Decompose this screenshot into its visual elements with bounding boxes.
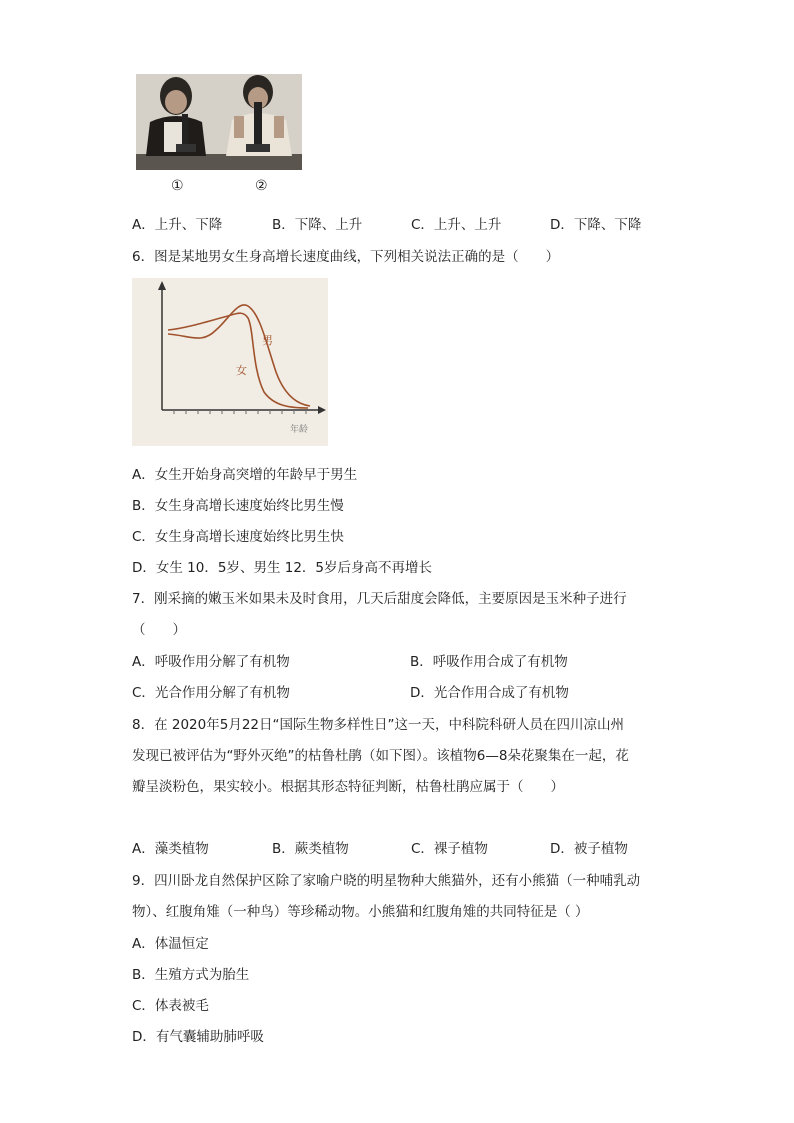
q7-option-a[interactable]: A．呼吸作用分解了有机物 — [132, 654, 290, 670]
q6-option-d[interactable]: D．女生 10．5岁、男生 12．5岁后身高不再增长 — [132, 560, 433, 576]
q9-option-a[interactable]: A．体温恒定 — [132, 936, 209, 952]
q5-option-a[interactable]: A．上升、下降 — [132, 217, 223, 233]
photo-label-2: ② — [255, 178, 268, 194]
q9-stem-line1: 9．四川卧龙自然保护区除了家喻户晓的明星物种大熊猫外，还有小熊猫（一种哺乳动 — [132, 873, 641, 889]
q9-option-d[interactable]: D．有气囊辅助肺呼吸 — [132, 1029, 264, 1045]
q7-stem-line1: 7．刚采摘的嫩玉米如果未及时食用，几天后甜度会降低，主要原因是玉米种子进行 — [132, 591, 627, 607]
male-curve — [168, 305, 310, 406]
height-growth-chart — [132, 278, 328, 446]
q7-option-c[interactable]: C．光合作用分解了有机物 — [132, 685, 290, 701]
y-axis-arrow — [158, 281, 166, 290]
q6-option-c[interactable]: C．女生身高增长速度始终比男生快 — [132, 529, 344, 545]
q9-option-c[interactable]: C．体表被毛 — [132, 998, 209, 1014]
q8-option-d[interactable]: D．被子植物 — [550, 841, 628, 857]
height-growth-chart-svg — [132, 278, 328, 446]
q8-option-b[interactable]: B．蕨类植物 — [272, 841, 349, 857]
q5-option-b[interactable]: B．下降、上升 — [272, 217, 363, 233]
q8-option-a[interactable]: A．藻类植物 — [132, 841, 209, 857]
photo-label-1: ① — [171, 178, 184, 194]
microscope-students-illustration — [136, 74, 302, 170]
q8-stem-line1: 8．在 2020年5月22日“国际生物多样性日”这一天，中科院科研人员在四川凉山州 — [132, 717, 624, 733]
male-label: 男 — [262, 334, 273, 347]
q5-option-c[interactable]: C．上升、上升 — [411, 217, 502, 233]
q5-option-d[interactable]: D．下降、下降 — [550, 217, 642, 233]
q9-option-b[interactable]: B．生殖方式为胎生 — [132, 967, 250, 983]
female-label: 女 — [236, 364, 247, 377]
q6-option-b[interactable]: B．女生身高增长速度始终比男生慢 — [132, 498, 344, 514]
q6-stem: 6．图是某地男女生身高增长速度曲线，下列相关说法正确的是（ ） — [132, 249, 560, 265]
q8-stem-line3: 瓣呈淡粉色，果实较小。根据其形态特征判断，枯鲁杜鹃应属于（ ） — [132, 779, 564, 795]
q8-stem-line2: 发现已被评估为“野外灭绝”的枯鲁杜鹃（如下图）。该植物6—8朵花聚集在一起，花 — [132, 748, 629, 764]
x-axis-arrow — [318, 406, 326, 414]
q7-stem-line2: （ ） — [132, 622, 186, 638]
q9-stem-line2: 物）、红腹角雉（一种鸟）等珍稀动物。小熊猫和红腹角雉的共同特征是（ ） — [132, 904, 589, 920]
q7-option-d[interactable]: D．光合作用合成了有机物 — [410, 685, 569, 701]
q7-option-b[interactable]: B．呼吸作用合成了有机物 — [410, 654, 568, 670]
female-curve — [168, 313, 308, 408]
q8-option-c[interactable]: C．裸子植物 — [411, 841, 488, 857]
x-axis-label: 年龄 — [290, 425, 309, 435]
q6-option-a[interactable]: A．女生开始身高突增的年龄早于男生 — [132, 467, 358, 483]
microscope-photo — [136, 74, 302, 170]
